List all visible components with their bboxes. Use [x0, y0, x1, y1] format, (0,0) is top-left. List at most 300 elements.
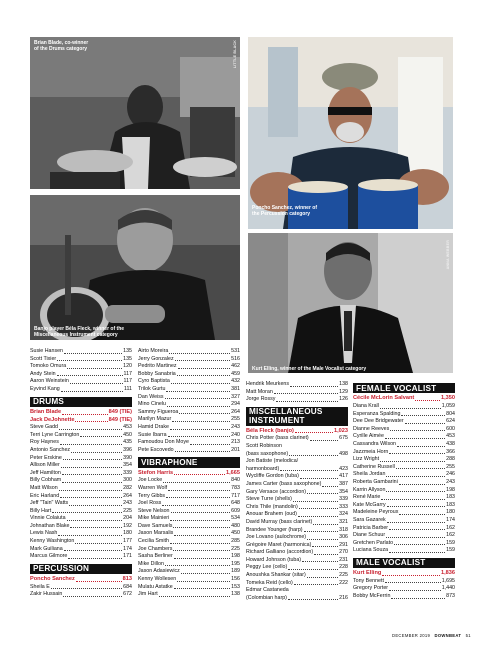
entry-name: Terri Lyne Carrington [30, 431, 80, 438]
entry-votes: 243 [231, 423, 240, 430]
entry-votes: 453 [123, 424, 132, 431]
entry-name: Bobby McFerrin [353, 593, 391, 600]
entry-name: René Marie [353, 494, 381, 501]
entry-votes: 138 [339, 381, 348, 387]
entry-votes: 225 [339, 572, 348, 579]
poll-entry [138, 561, 240, 569]
entry-votes: 135 [123, 355, 132, 362]
entry-name: Steve Turre (shells) [246, 496, 292, 503]
poll-entry [30, 424, 132, 432]
poll-entry [138, 409, 240, 417]
dot-leader [75, 417, 107, 423]
poll-entry [246, 587, 348, 595]
poll-entry [246, 504, 348, 512]
column-3 [246, 381, 348, 602]
list-female-vocalist [353, 395, 455, 554]
entry-name: Airto Moreira [138, 348, 169, 354]
entry-name: Gary Versace (accordion) [246, 488, 307, 495]
poll-entry [30, 348, 132, 356]
poll-entry [353, 449, 455, 457]
entry-name: Marilyn Mazur [138, 416, 172, 423]
entry-votes: 255 [446, 463, 455, 470]
entry-votes: 120 [123, 363, 132, 370]
entry-name: Kenny Washington [30, 538, 75, 545]
poll-entry [246, 458, 348, 466]
column-4 [353, 383, 455, 601]
poll-entry [353, 547, 455, 555]
entry-name: Andy Stein [30, 370, 56, 377]
poll-entry [30, 515, 132, 523]
entry-name: Bobby Sanabria [138, 370, 176, 377]
entry-votes: 783 [231, 484, 240, 491]
poll-entry [30, 356, 132, 364]
entry-name: Billy Cobham [30, 477, 62, 484]
dot-leader [283, 443, 347, 449]
dot-leader [51, 584, 122, 590]
poll-entry [353, 502, 455, 510]
dot-leader [290, 587, 347, 593]
caption-sanchez: Poncho Sanchez, winner of the Percussion category [252, 205, 318, 217]
poll-entry [30, 455, 132, 463]
dot-leader [58, 530, 122, 536]
entry-votes: 1,695 [441, 577, 455, 584]
dot-leader [64, 546, 122, 552]
dot-leader [70, 378, 123, 384]
entry-votes: 117 [123, 370, 132, 377]
poll-entry [30, 591, 132, 599]
dot-leader [401, 411, 445, 417]
poll-entry [353, 441, 455, 449]
entry-votes: 624 [446, 418, 455, 425]
entry-votes: 1,440 [441, 585, 455, 592]
entry-votes: 873 [446, 593, 455, 600]
poll-entry [30, 462, 132, 470]
entry-votes: 180 [446, 509, 455, 516]
entry-votes: 288 [446, 456, 455, 463]
entry-votes: 318 [339, 526, 348, 533]
dot-leader [165, 394, 231, 400]
dot-leader [69, 500, 122, 506]
entry-votes: 201 [231, 446, 240, 453]
entry-votes: 354 [339, 488, 348, 495]
entry-name: Jason Adasiewicz [138, 568, 180, 575]
dot-leader [386, 471, 445, 477]
dot-leader [307, 572, 338, 578]
entry-name: Roberta Gambarini [353, 478, 398, 485]
entry-name: Chris Potter (bass clarinet) [246, 435, 309, 442]
entry-name: Steve Nelson [138, 507, 170, 514]
poll-entry [138, 591, 240, 599]
dot-leader [381, 494, 445, 500]
entry-name: Matt Wilson [30, 484, 58, 491]
section-header-miscellaneous-instrument [246, 407, 348, 426]
dot-leader [394, 540, 445, 546]
list-percussion-continued [138, 348, 240, 454]
poll-entry [30, 500, 132, 508]
page-footer [392, 633, 471, 638]
list-male-vocalist [353, 570, 455, 600]
poll-entry [30, 432, 132, 440]
poll-entry [138, 508, 240, 516]
dot-leader [298, 511, 338, 517]
poll-entry [138, 515, 240, 523]
entry-votes: 1,023 [334, 427, 348, 434]
column-2 [138, 348, 240, 599]
dot-leader [313, 519, 338, 525]
poll-entry [30, 584, 132, 592]
dot-leader [386, 487, 445, 493]
entry-votes: 171 [123, 553, 132, 560]
dot-leader [387, 517, 445, 523]
dot-leader [294, 580, 338, 586]
dot-leader [289, 451, 338, 457]
dot-leader [70, 523, 122, 529]
dot-leader [67, 363, 122, 369]
entry-name: Jorge Rossy [246, 396, 276, 403]
poll-entry [246, 389, 348, 397]
list-vibraphone [138, 470, 240, 599]
poll-entry [138, 485, 240, 493]
entry-name: Aaron Weinstein [30, 378, 69, 385]
dot-leader [389, 449, 445, 455]
list-violin-continued [30, 348, 132, 394]
entry-votes: 153 [231, 583, 240, 590]
poll-entry [30, 530, 132, 538]
entry-name: Jon Batiste (melodica/ [246, 458, 299, 465]
entry-votes: 804 [446, 410, 455, 417]
dot-leader [62, 409, 108, 415]
entry-name: Sheila Jordan [353, 471, 386, 478]
entry-name: Patricia Barber [353, 524, 389, 531]
entry-name: Anouar Brahem (oud) [246, 511, 297, 518]
poll-entry [30, 417, 132, 425]
entry-name: Madeleine Peyroux [353, 509, 399, 516]
dot-leader [295, 428, 333, 434]
dot-leader [396, 464, 445, 470]
poll-entry [246, 435, 348, 443]
entry-name: Tony Bennett [353, 577, 384, 584]
entry-votes: 387 [339, 480, 348, 487]
poll-entry [246, 549, 348, 557]
poll-entry [353, 433, 455, 441]
poll-entry [138, 416, 240, 424]
dot-leader [68, 553, 122, 559]
entry-name: Terry Gibbs [138, 492, 166, 499]
entry-votes: 183 [446, 494, 455, 501]
section-header-drums: DRUMS [30, 397, 132, 407]
entry-votes: 180 [123, 530, 132, 537]
entry-name: (Colombian harp) [246, 594, 287, 601]
entry-votes: 531 [231, 348, 240, 354]
poll-entry [30, 493, 132, 501]
entry-votes: 270 [339, 549, 348, 556]
poll-entry [353, 487, 455, 495]
poll-entry [30, 470, 132, 478]
poll-entry [138, 424, 240, 432]
entry-votes: 339 [339, 496, 348, 503]
column-1 [30, 348, 132, 599]
caption-fleck: Banjo player Béla Fleck, winner of the Miscellaneous Instrument category [34, 326, 125, 338]
entry-votes: 228 [339, 564, 348, 571]
dot-leader [389, 585, 441, 591]
entry-votes: 159 [446, 547, 455, 554]
entry-name: Sheila E [30, 583, 50, 590]
entry-votes: 1,059 [441, 403, 455, 409]
dot-leader [63, 455, 122, 461]
poll-entry [353, 464, 455, 472]
dot-leader [76, 576, 122, 582]
entry-votes: 300 [123, 477, 132, 484]
photo-brian-blade [30, 37, 240, 189]
poll-entry [138, 371, 240, 379]
dot-leader [170, 515, 230, 521]
poll-entry [138, 394, 240, 402]
poll-entry [353, 578, 455, 586]
entry-name: Diane Schuur [353, 532, 386, 539]
dot-leader [399, 479, 445, 485]
dot-leader [166, 493, 230, 499]
dot-leader [179, 409, 230, 415]
entry-name: Jeff "Tain" Watts [30, 500, 69, 507]
poll-entry [353, 403, 455, 411]
entry-name: Lizz Wright [353, 456, 380, 463]
entry-name: Sammy Figueroa [138, 408, 179, 415]
poll-entry [353, 418, 455, 426]
entry-votes: 1,665 [226, 469, 240, 476]
dot-leader [405, 418, 446, 424]
entry-votes: 189 [231, 568, 240, 575]
entry-name: Mike Dillon [138, 560, 164, 567]
dot-leader [380, 456, 445, 462]
entry-votes: 672 [123, 591, 132, 598]
poll-entry [30, 409, 132, 417]
photo-kurt-elling [248, 233, 453, 373]
entry-votes: 339 [123, 469, 132, 476]
entry-votes: 111 [123, 385, 132, 392]
footer-date: DECEMBER 2019 [392, 633, 431, 638]
photo-poncho-sanchez [248, 37, 453, 229]
dot-leader [173, 523, 230, 529]
dot-leader [169, 348, 230, 354]
entry-votes: 480 [231, 522, 240, 529]
poll-entry [138, 439, 240, 447]
entry-name: Mike Mainieri [138, 515, 170, 522]
poll-entry [353, 395, 455, 403]
entry-name: Cyrille Aimée [353, 433, 384, 440]
dot-leader [170, 538, 230, 544]
poll-entry [138, 401, 240, 409]
entry-name: James Carter (bass saxophone) [246, 480, 322, 487]
dot-leader [59, 424, 122, 430]
entry-votes: 126 [339, 396, 348, 403]
entry-votes: 609 [231, 507, 240, 514]
dot-leader [385, 578, 441, 584]
footer-page-number: 51 [465, 633, 471, 638]
dot-leader [293, 496, 338, 502]
poll-entry [138, 538, 240, 546]
section-header-line-1: MISCELLANEOUS [249, 407, 323, 417]
dot-leader [174, 530, 230, 536]
entry-votes: 159 [446, 539, 455, 546]
entry-name: Sara Gazarek [353, 516, 386, 523]
dot-leader [60, 493, 122, 499]
entry-name: Eric Harland [30, 492, 60, 499]
poll-entry [138, 584, 240, 592]
entry-name: Peter Erskine [30, 454, 62, 461]
dot-leader [314, 549, 338, 555]
poll-entry [353, 517, 455, 525]
dot-leader [386, 532, 445, 538]
caption-blade: Brian Blade, co-winner of the Drums category [34, 40, 89, 52]
dot-leader [274, 389, 338, 395]
entry-votes: 600 [446, 425, 455, 432]
dot-leader [170, 424, 230, 430]
entry-name: Scott Robinson [246, 442, 282, 449]
poll-entry [138, 500, 240, 508]
dot-leader [63, 591, 122, 597]
dot-leader [175, 356, 231, 362]
poll-entry [246, 443, 348, 451]
entry-votes: 117 [123, 378, 132, 385]
entry-name: Diana Krall [353, 403, 379, 409]
poll-entry [138, 553, 240, 561]
dot-leader [288, 595, 338, 601]
poll-entry [246, 451, 348, 459]
entry-name: Hendrik Meurkens [246, 381, 289, 387]
dot-leader [159, 591, 230, 597]
entry-name: Cassandra Wilson [353, 440, 396, 447]
dot-leader [190, 439, 230, 445]
dot-leader [299, 504, 338, 510]
dot-leader [389, 525, 445, 531]
entry-votes: 291 [339, 541, 348, 548]
entry-name: Dan Weiss [138, 393, 164, 400]
entry-votes: 246 [446, 471, 455, 478]
poll-entry [353, 585, 455, 593]
photo-bela-fleck [30, 195, 240, 340]
entry-name: Joe Lovano (aulochrome) [246, 534, 307, 541]
entry-name: Dianne Reeves [353, 425, 390, 432]
entry-name: Brian Blade [30, 408, 62, 415]
entry-name: Famoudou Don Moye [138, 439, 189, 446]
entry-name: Susie Ibarra [138, 431, 167, 438]
entry-votes: 450 [231, 530, 240, 537]
dot-leader [163, 477, 230, 483]
dot-leader [167, 401, 230, 407]
section-header-percussion: PERCUSSION [30, 564, 132, 574]
entry-votes: 282 [123, 484, 132, 491]
poll-entry [246, 466, 348, 474]
poll-entry [246, 534, 348, 542]
entry-name: harmonboard) [246, 465, 280, 472]
entry-name: Poncho Sanchez [30, 576, 75, 583]
dot-leader [177, 576, 230, 582]
poll-entry [353, 593, 455, 601]
poll-entry [353, 570, 455, 578]
entry-name: Jim Hart [138, 591, 158, 598]
dot-leader [62, 470, 122, 476]
dot-leader [397, 441, 445, 447]
dot-leader [57, 356, 122, 362]
poll-entry [138, 568, 240, 576]
dot-leader [312, 542, 338, 548]
entry-name: Antonio Sanchez [30, 446, 71, 453]
entry-votes: 354 [123, 462, 132, 469]
poll-entry [246, 557, 348, 565]
entry-name: Stefon Harris [138, 469, 174, 476]
entry-name: Gretchen Parlato [353, 539, 394, 546]
entry-votes: 129 [339, 388, 348, 395]
entry-votes: 174 [123, 545, 132, 552]
dot-leader [389, 547, 445, 553]
poll-entry [353, 411, 455, 419]
entry-name: Susie Hansen [30, 348, 63, 354]
poll-entry [246, 496, 348, 504]
entry-votes: 450 [123, 431, 132, 438]
poll-entry [246, 572, 348, 580]
entry-name: Jack DeJohnette [30, 416, 75, 423]
poll-entry [30, 576, 132, 584]
dot-leader [52, 508, 122, 514]
poll-entry [246, 527, 348, 535]
entry-votes: 222 [339, 579, 348, 586]
dot-leader [175, 447, 231, 453]
entry-name: Vinnie Colaiuta [30, 515, 66, 522]
poll-entry [138, 493, 240, 501]
entry-name: Esperanza Spalding [353, 410, 401, 417]
dot-leader [387, 502, 445, 508]
entry-name: Zakir Hussain [30, 591, 63, 598]
poll-entry [353, 494, 455, 502]
entry-name: David Murray (bass clarinet) [246, 518, 313, 525]
entry-votes: 225 [123, 507, 132, 514]
entry-votes: 1,350 [441, 395, 455, 402]
entry-name: Mino Cinelu [138, 401, 166, 408]
entry-name: Pedrito Martinez [138, 363, 177, 370]
entry-votes: 240 [231, 431, 240, 438]
entry-votes: 717 [231, 492, 240, 499]
entry-name: Jeff Hamilton [30, 469, 61, 476]
poll-entry [30, 439, 132, 447]
dot-leader [67, 515, 123, 521]
dot-leader [276, 396, 338, 402]
entry-name: Peggy Lee (cello) [246, 564, 288, 571]
dot-leader [385, 433, 445, 439]
entry-name: Dave Samuels [138, 522, 173, 529]
poll-entry [138, 530, 240, 538]
poll-entry [246, 473, 348, 481]
poll-entry [138, 477, 240, 485]
entry-votes: 255 [231, 416, 240, 423]
dot-leader [171, 378, 230, 384]
entry-votes: 183 [446, 501, 455, 508]
dot-leader [173, 546, 230, 552]
poll-entry [246, 428, 348, 436]
photo-credit-elling: ANNA WEBBER [446, 240, 450, 270]
section-header-vibraphone: VIBRAPHONE [138, 457, 240, 467]
poll-entry [138, 576, 240, 584]
poll-entry [246, 481, 348, 489]
poll-entry [138, 378, 240, 386]
entry-name: Hamid Drake [138, 423, 169, 430]
entry-votes: 459 [231, 370, 240, 377]
poll-entry [30, 371, 132, 379]
entry-name: Steve Gadd [30, 424, 58, 431]
entry-name: Trilok Gurtu [138, 385, 166, 392]
entry-name: Joe Chambers [138, 545, 173, 552]
poll-entry [353, 456, 455, 464]
dot-leader [62, 477, 122, 483]
